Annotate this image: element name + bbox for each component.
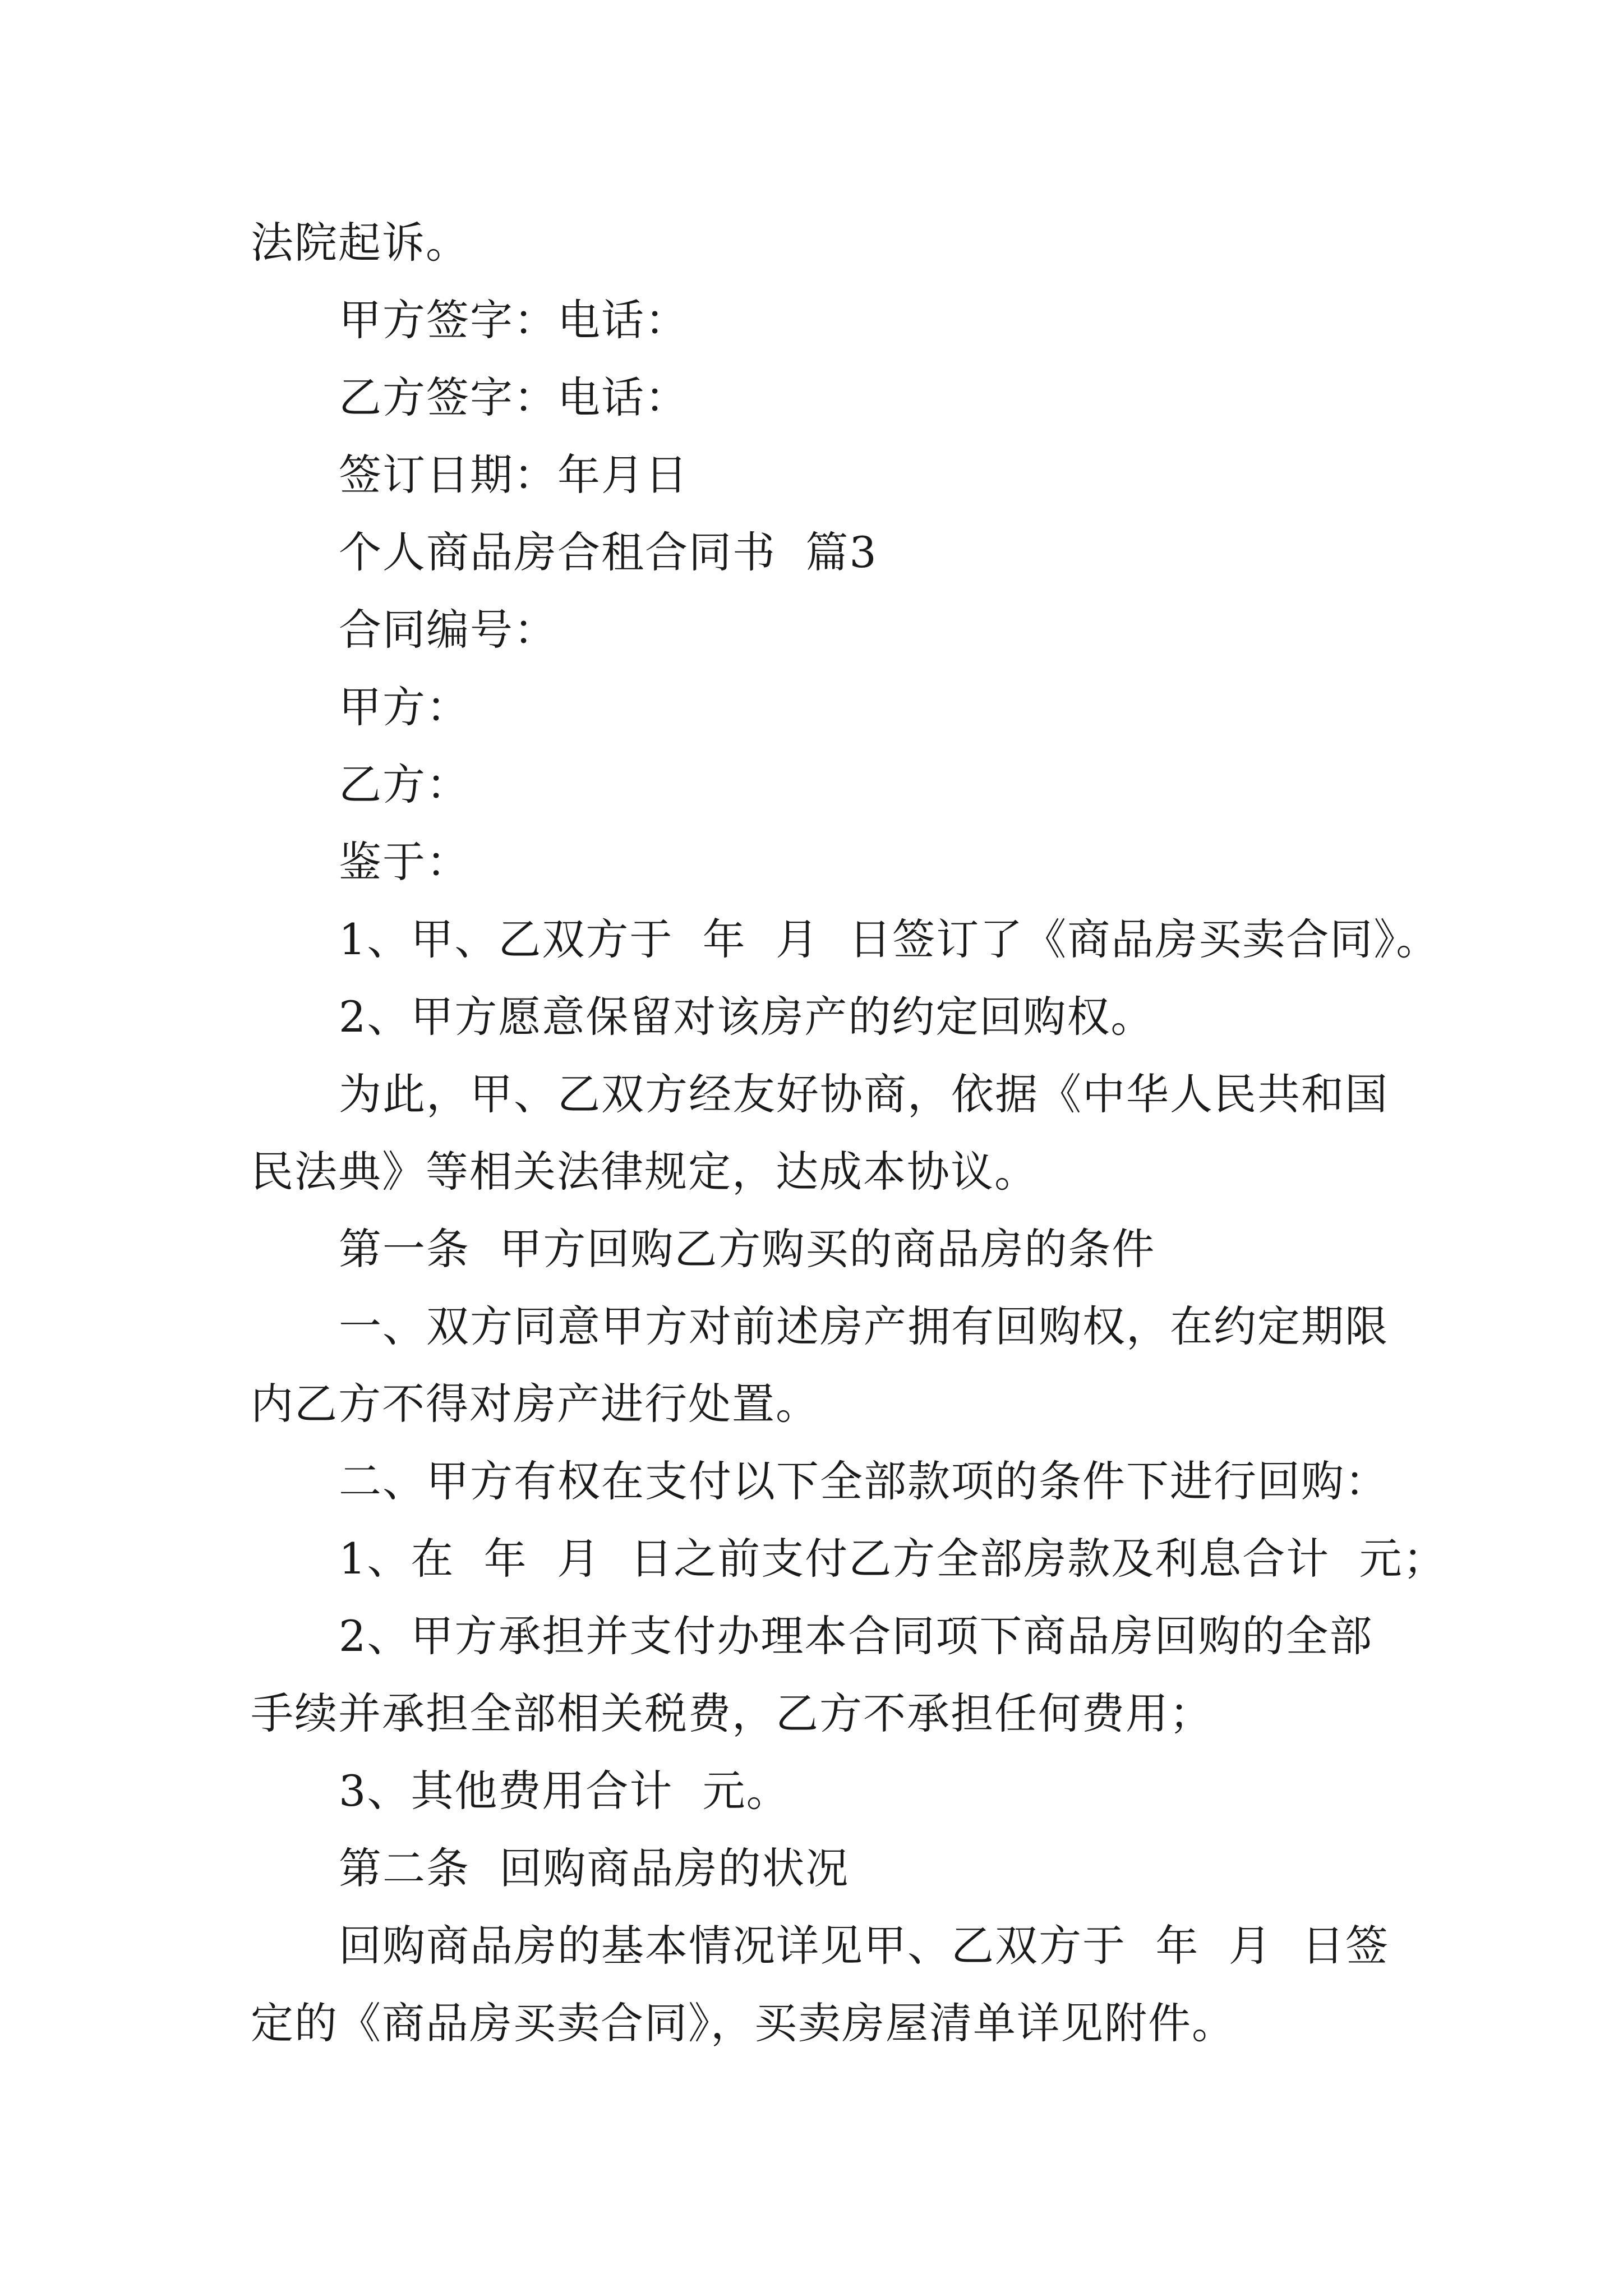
text-line: 2、甲方承担并支付办理本合同项下商品房回购的全部 bbox=[339, 1611, 1373, 1661]
text-line: 签订日期：年月日 bbox=[339, 450, 689, 500]
text-line: 定的《商品房买卖合同》，买卖房屋清单详见附件。 bbox=[251, 1998, 1235, 2048]
text-line: 乙方： bbox=[339, 760, 470, 809]
text-line: 第二条 回购商品房的状况 bbox=[339, 1843, 850, 1893]
text-line: 3、其他费用合计 元。 bbox=[339, 1766, 790, 1816]
text-line: 内乙方不得对房产进行处置。 bbox=[251, 1379, 819, 1429]
text-line: 1、甲、乙双方于 年 月 日签订了《商品房买卖合同》。 bbox=[339, 914, 1440, 964]
text-line: 2、甲方愿意保留对该房产的约定回购权。 bbox=[339, 992, 1155, 1042]
text-line: 二、甲方有权在支付以下全部款项的条件下进行回购： bbox=[339, 1456, 1389, 1506]
text-line: 回购商品房的基本情况详见甲、乙双方于 年 月 日签 bbox=[339, 1921, 1389, 1971]
text-line: 1、在 年 月 日之前支付乙方全部房款及利息合计 元； bbox=[339, 1534, 1447, 1584]
text-line: 乙方签字：电话： bbox=[339, 372, 689, 422]
text-line: 合同编号： bbox=[339, 605, 557, 655]
text-line: 法院起诉。 bbox=[251, 218, 469, 268]
text-line: 为此，甲、乙双方经友好协商，依据《中华人民共和国 bbox=[339, 1069, 1389, 1119]
text-line: 手续并承担全部相关税费，乙方不承担任何费用； bbox=[251, 1688, 1213, 1738]
text-line: 甲方： bbox=[339, 682, 470, 732]
text-line: 一、双方同意甲方对前述房产拥有回购权，在约定期限 bbox=[339, 1301, 1389, 1351]
text-line: 第一条 甲方回购乙方购买的商品房的条件 bbox=[339, 1224, 1156, 1274]
text-line: 民法典》等相关法律规定，达成本协议。 bbox=[251, 1147, 1038, 1197]
document-body bbox=[251, 212, 1447, 2070]
text-line: 鉴于： bbox=[339, 837, 470, 887]
text-line: 个人商品房合租合同书 篇3 bbox=[339, 527, 878, 577]
text-line: 甲方签字：电话： bbox=[339, 295, 689, 345]
